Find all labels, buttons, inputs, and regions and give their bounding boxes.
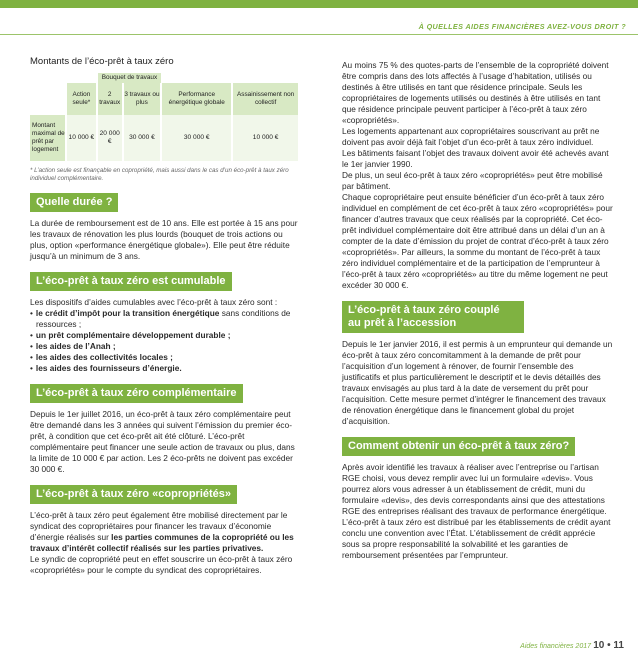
section-heading-complementaire: L’éco-prêt à taux zéro complémentaire	[30, 384, 243, 403]
table-title: Montants de l’éco-prêt à taux zéro	[30, 56, 174, 67]
coproprietes-text: L’éco-prêt à taux zéro peut également être mobilisé directement par le syndicat des copropriétaires pour financer les travaux d’économie d’énergie réalisés sur les parties communes de la copropriété ou les travaux d’intérêt collectif réalisés sur les parties privatives.	[30, 510, 294, 553]
section-heading-obtenir: Comment obtenir un éco-prêt à taux zéro?	[342, 437, 575, 456]
copro-conditions-1: Au moins 75 % des quotes-parts de l’ensemble de la copropriété doivent être compris dans des lots affectés à l’usage d’habitation, utilisés ou destinés à être utilisés en tant que résidence principale. Seuls les copropriétaires de logements utilisés ou destinés à être utilisés en tant que résidence principale peuvent participer à l’éco-prêt à taux zéro «copropriétés».	[342, 60, 609, 125]
section-heading-coproprietes: L’éco-prêt à taux zéro «copropriétés»	[30, 485, 237, 504]
table-cell: 30 000 €	[161, 115, 232, 161]
row-header: Montant maximal de prêt par logement	[30, 115, 66, 161]
copro-conditions-2: Les logements appartenant aux copropriétaires souscrivant au prêt ne doivent pas avoir déjà fait l’objet d’un éco-prêt à taux zéro individuel.	[342, 126, 600, 147]
list-item: • les aides de l’Anah ;	[30, 341, 298, 352]
copro-conditions-5: Chaque copropriétaire peut ensuite bénéficier d’un éco-prêt à taux zéro individuel en complément de cet éco-prêt à taux zéro «copropriétés» pour financer d’autres travaux que ceux réalisés par la copropriété. Cet éco-prêt individuel complémentaire doit être attribué dans un délai d’un an à compter de la date d’émission du projet de contrat d’éco-prêt à taux zéro «copropriétés». Par ailleurs, la somme du montant de l’éco-prêt à taux zéro individuel complémentaire et de la participation de l’emprunteur à l’éco-prêt à taux zéro «copropriétés» au titre du même logement ne peut excéder 30 000 €.	[342, 192, 613, 290]
coproprietes-text-2: Le syndic de copropriété peut en effet souscrire un éco-prêt à taux zéro «copropriétés» pour le compte du syndicat des copropriétaires.	[30, 554, 293, 575]
table-note: * L’action seule est finançable en copropriété, mais aussi dans le cas d’un éco-prêt à taux zéro individuel complémentaire.	[30, 167, 289, 182]
table-corner	[30, 83, 66, 115]
list-item: • les aides des fournisseurs d’énergie.	[30, 363, 298, 374]
table-corner	[161, 73, 232, 83]
column-header: Action seule*	[66, 83, 97, 115]
table-cell: 10 000 €	[66, 115, 97, 161]
left-column	[30, 56, 298, 576]
table-corner	[30, 73, 66, 83]
copro-conditions-3: Les bâtiments faisant l’objet des travaux doivent avoir été achevés avant le 1er janvier 1990.	[342, 148, 609, 169]
column-header: Assainissement non collectif	[232, 83, 298, 115]
list-item: • les aides des collectivités locales ;	[30, 352, 298, 363]
copro-conditions-4: De plus, un seul éco-prêt à taux zéro «copropriétés» peut être mobilisé par bâtiment.	[342, 170, 603, 191]
right-column	[342, 60, 614, 561]
table-corner	[66, 73, 97, 83]
section-heading-cumulable: L’éco-prêt à taux zéro est cumulable	[30, 272, 232, 291]
table-cell: 30 000 €	[123, 115, 162, 161]
table-cell: 20 000 €	[97, 115, 123, 161]
column-header: 2 travaux	[97, 83, 123, 115]
table-corner	[232, 73, 298, 83]
couple-text: Depuis le 1er janvier 2016, il est permis à un emprunteur qui demande un éco-prêt à taux zéro concomitamment à la demande de prêt pour l’acquisition d’un logement à rénover, de fournir l’ensemble des justificatifs et plus particulièrement le descriptif et le devis détaillés des travaux envisagés au plus tard à la date de versement du prêt pour l’acquisition. Cette mesure permet d’intégrer le financement des travaux de rénovation énergétique dans le financement global du projet d’acquisition.	[342, 339, 613, 426]
cumulable-intro: Les dispositifs d’aides cumulables avec l’éco-prêt à taux zéro sont :	[30, 297, 278, 307]
top-accent-bar	[0, 0, 638, 8]
page-footer	[520, 640, 624, 651]
duree-text: La durée de remboursement est de 10 ans. Elle est portée à 15 ans pour les travaux de rénovation les plus lourds (bouquet de trois actions ou plus, option «performance énergétique globale»). Elle peut être réduite jusqu’à un minimum de 3 ans.	[30, 218, 298, 261]
section-heading-couple: L’éco-prêt à taux zéro couplé au prêt à l’accession	[342, 301, 524, 333]
header-rule	[0, 34, 638, 35]
complementaire-text: Depuis le 1er juillet 2016, un éco-prêt à taux zéro complémentaire peut être demandé dans les 3 années qui suivent l’émission du premier éco-prêt, à condition que cet éco-prêt ait été clôturé. L’éco-prêt complémentaire peut financer une seule action de travaux ou plus, dans la limite de 10 000 € par action. Les 2 éco-prêts ne doivent pas excéder 30 000 €.	[30, 409, 295, 474]
cumulable-list	[30, 308, 298, 374]
obtenir-text-1: Après avoir identifié les travaux à réaliser avec l’entreprise ou l’artisan RGE choisi, vous devez remplir avec lui un formulaire «devis». Vous pourrez alors vous adresser à un établissement de crédit, muni du formulaire «devis», des devis correspondants ainsi que des attestations RGE des entreprises réalisant des travaux de performance énergétique.	[342, 462, 607, 516]
column-header: 3 travaux ou plus	[123, 83, 162, 115]
list-item: • le crédit d’impôt pour la transition énergétique sans conditions de ressources ;	[30, 308, 298, 330]
loan-amount-table	[30, 73, 298, 161]
column-header: Performance énergétique globale	[161, 83, 232, 115]
section-heading-duree: Quelle durée ?	[30, 193, 118, 212]
page-numbers: 10 • 11	[593, 640, 624, 651]
running-header: À QUELLES AIDES FINANCIÈRES AVEZ-VOUS DROIT ?	[418, 22, 626, 31]
table-cell: 10 000 €	[232, 115, 298, 161]
list-item: • un prêt complémentaire développement durable ;	[30, 330, 298, 341]
publication-name: Aides financières 2017	[520, 643, 591, 650]
group-header: Bouquet de travaux	[97, 73, 161, 83]
obtenir-text-2: L’éco-prêt à taux zéro est distribué par les établissements de crédit ayant conclu une convention avec l’État. L’établissement de crédit apprécie sous sa propre responsabilité la solvabilité et les garanties de remboursement présentées par l’emprunteur.	[342, 517, 611, 560]
